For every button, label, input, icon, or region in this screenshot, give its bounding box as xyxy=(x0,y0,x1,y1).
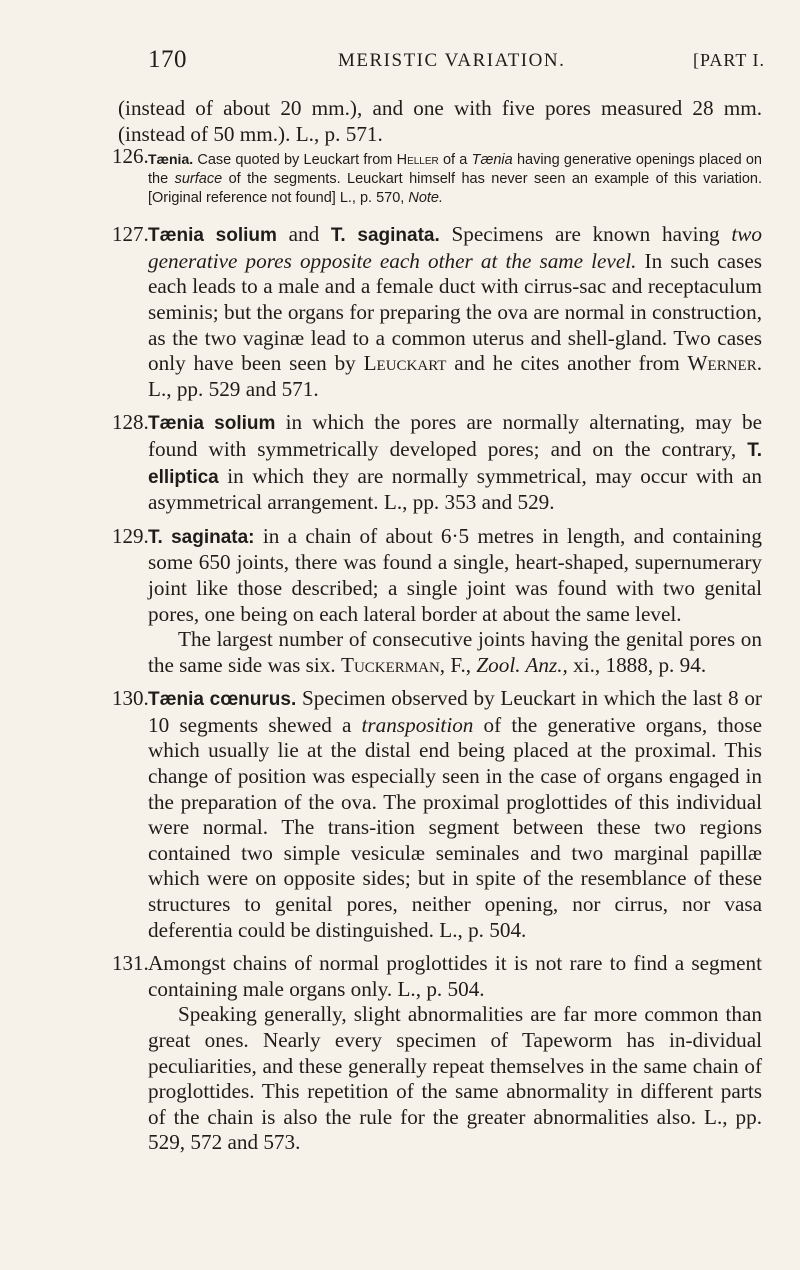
cited-author: Heller xyxy=(396,152,439,169)
part-label: [PART I. xyxy=(693,50,765,70)
entry-text: Tænia solium and T. saginata. Specimens are known having two generative pores opposite each other at the same level. In such cases each leads to a male and a female duct with cirrus-sac and receptaculum seminis; but the organs for preparing the ova are normal in construction, as the two vaginæ lead to a common uterus and shell-gland. Two cases only have been seen by Leuckart and he cites another from Werner. L., pp. 529 and 571. xyxy=(148,222,762,401)
entry-number: 130. xyxy=(112,686,149,711)
entry-lead-2: T. elliptica xyxy=(148,439,762,488)
entry-number: 126. xyxy=(112,144,149,169)
entry-lead: Tænia solium xyxy=(148,413,276,435)
entry-128 xyxy=(112,410,762,515)
entry-number: 129. xyxy=(112,523,149,548)
entry-paragraph-2: The largest number of consecutive joints having the genital pores on the same side was six. Tuckerman, F., Zool. Anz., xi., 1888, p. 94. xyxy=(148,627,762,677)
entry-lead: Tænia cœnurus. xyxy=(148,689,297,711)
entry-131 xyxy=(112,951,762,1156)
entry-127 xyxy=(112,222,762,402)
continuation-paragraph: (instead of about 20 mm.), and one with five pores measured 28 mm. (instead of 50 mm.). L., p. 571. xyxy=(118,96,762,146)
entry-number: 131. xyxy=(112,951,149,976)
journal-title: Zool. Anz., xyxy=(476,652,568,677)
page-number: 170 xyxy=(148,46,187,73)
entry-lead-2: T. saginata. xyxy=(330,225,440,247)
page-header xyxy=(148,46,765,80)
cited-author: Leuckart xyxy=(363,351,447,376)
entry-lead: Tænia solium xyxy=(148,225,277,247)
entry-number: 128. xyxy=(112,410,149,435)
entry-126 xyxy=(112,144,762,208)
entry-130 xyxy=(112,686,762,943)
entry-paragraph-2: Speaking generally, slight abnormalities are far more common than great ones. Nearly every specimen of Tapeworm has in-dividual peculiarities, and these generally repeat themselves in the same chain of proglottides. This repetition of the same abnormality in different parts of the chain is also the rule for the greater abnormalities also. L., pp. 529, 572 and 573. xyxy=(148,1002,762,1155)
cited-author: Werner. xyxy=(687,351,762,376)
entry-129 xyxy=(112,523,762,679)
entry-text: Tænia solium in which the pores are normally alternating, may be found with symmetrically developed pores; and on the contrary, T. elliptica in which they are normally symmetrical, may occur with an asymmetrical arrangement. L., pp. 353 and 529. xyxy=(148,410,762,515)
entry-text: T. saginata: in a chain of about 6·5 metres in length, and containing some 650 joints, there was found a single, heart-shaped, supernumerary joint like those described; a single joint was found with two genital pores, one being on each lateral border at about the same level. xyxy=(148,523,762,626)
entry-number: 127. xyxy=(112,222,149,247)
entry-lead: Tænia. xyxy=(148,151,194,168)
entry-text: Tænia. Case quoted by Leuckart from Heller of a Tænia having generative openings placed on the surface of the segments. Leuckart himself has never seen an example of this variation. [Original reference not found] L., p. 570, Note. xyxy=(148,151,762,207)
entry-text: Tænia cœnurus. Specimen observed by Leuckart in which the last 8 or 10 segments shewed a transposition of the generative organs, those which usually lie at the distal end being placed at the proximal. This change of position was especially seen in the case of organs engaged in the preparation of the ova. The proximal proglottides of this individual were normal. The trans-ition segment between these two regions contained two simple vesiculæ seminales and two marginal papillæ which were on opposite sides; but in spite of the resemblance of these structures to genital pores, neither opening, nor cirrus, nor vasa deferentia could be distinguished. L., p. 504. xyxy=(148,686,762,942)
cited-author: Tuckerman, F., xyxy=(341,652,472,677)
page-body xyxy=(112,96,762,1156)
entry-lead: T. saginata: xyxy=(148,526,255,548)
running-title: MERISTIC VARIATION. xyxy=(338,50,566,71)
entry-text: Amongst chains of normal proglottides it is not rare to find a segment containing male organs only. L., p. 504. xyxy=(148,951,762,1001)
